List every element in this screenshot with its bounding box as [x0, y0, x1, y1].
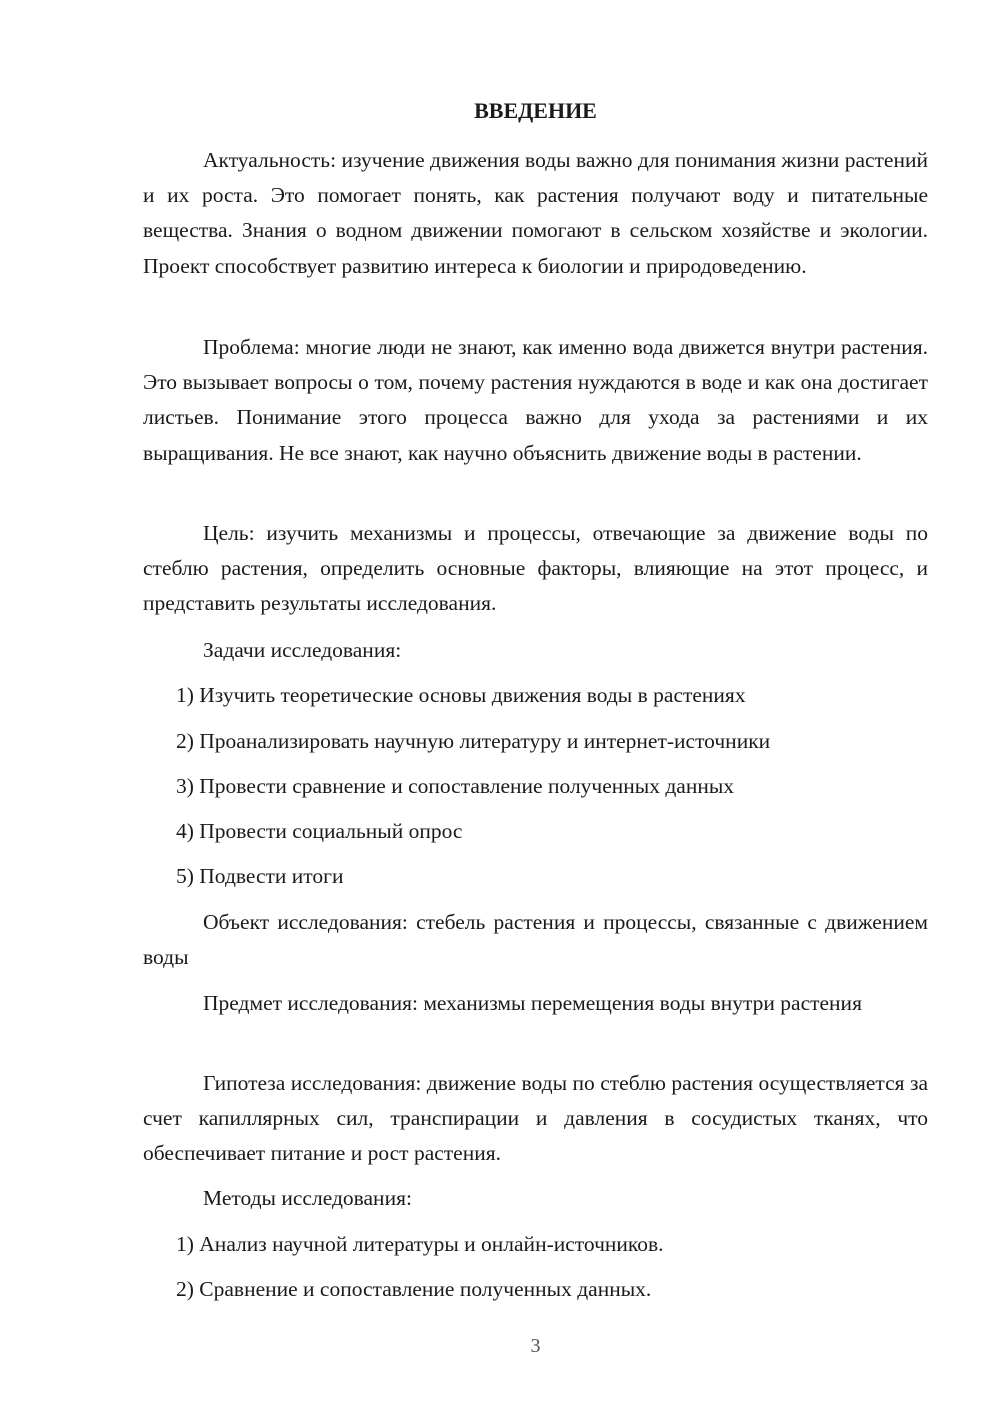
subject-paragraph: Предмет исследования: механизмы перемещения воды внутри растения: [203, 991, 862, 1015]
task-item: 2) Проанализировать научную литературу и интернет-источники: [176, 729, 771, 753]
task-item: 5) Подвести итоги: [176, 864, 344, 888]
goal-paragraph: Цель: изучить механизмы и процессы, отвечающие за движение воды по стеблю растения, определить основные факторы, влияющие на этот процесс, и представить результаты исследования.: [143, 521, 928, 616]
problem-paragraph: Проблема: многие люди не знают, как именно вода движется внутри растения. Это вызывает вопросы о том, почему растения нуждаются в воде и как она достигает листьев. Понимание этого процесса важно для ухода за растениями и их выращивания. Не все знают, как научно объяснить движение воды в растении.: [143, 335, 928, 465]
page-number: 3: [530, 1335, 541, 1357]
method-item: 2) Сравнение и сопоставление полученных данных.: [176, 1277, 652, 1301]
tasks-heading: Задачи исследования:: [203, 638, 402, 662]
document-page: [143, 0, 928, 1414]
section-title: ВВЕДЕНИЕ: [474, 98, 597, 123]
task-item: 3) Провести сравнение и сопоставление полученных данных: [176, 774, 735, 798]
methods-heading: Методы исследования:: [203, 1186, 412, 1210]
hypothesis-paragraph: Гипотеза исследования: движение воды по стеблю растения осуществляется за счет капиллярных сил, транспирации и давления в сосудистых тканях, что обеспечивает питание и рост растения.: [143, 1071, 928, 1166]
method-item: 1) Анализ научной литературы и онлайн-источников.: [176, 1232, 664, 1256]
relevance-paragraph: Актуальность: изучение движения воды важно для понимания жизни растений и их роста. Это помогает понять, как растения получают воду и питательные вещества. Знания о водном движении помогают в сельском хозяйстве и экологии. Проект способствует развитию интереса к биологии и природоведению.: [143, 148, 928, 278]
task-item: 1) Изучить теоретические основы движения воды в растениях: [176, 683, 746, 707]
object-paragraph: Объект исследования: стебель растения и процессы, связанные с движением воды: [143, 910, 928, 970]
task-item: 4) Провести социальный опрос: [176, 819, 463, 843]
